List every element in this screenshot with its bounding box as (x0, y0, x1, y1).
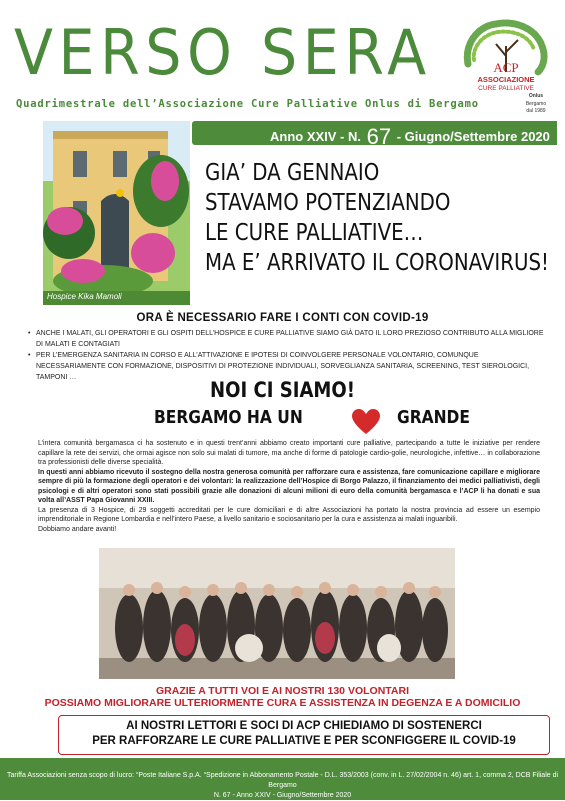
issue-suffix: - Giugno/Settembre 2020 (396, 129, 550, 144)
hospice-photo (43, 121, 190, 305)
headline-line: LE CURE PALLIATIVE… (205, 220, 424, 246)
thanks-line: POSSIAMO MIGLIORARE ULTERIORMENTE CURA E ASSISTENZA IN DEGENZA E A DOMICILIO (44, 697, 521, 709)
headline-line: MA E’ ARRIVATO IL CORONAVIRUS! (205, 250, 549, 276)
main-headline (205, 158, 549, 278)
photo-caption: Hospice Kika Mamoli (47, 292, 122, 301)
bergamo-heart-row (0, 407, 565, 435)
logo-since: dal 1989 (526, 108, 546, 114)
body-paragraph: In questi anni abbiamo ricevuto il sostegno della nostra generosa comunità per rafforzare cura e assistenza, fare comunicazione capillare e migliorare sempre di più la formazione degli operatori e dei volontari: la realizzazione dell’Hospice di Borgo Palazzo, il finanziamento dei medici palliativisti, degli psicologi e di altri operatori sono stati possibili grazie alle donazioni di alcuni milioni di euro della comunità bergamasca e l’ACP li ha donati e sua volta all’ASST Papa Giovanni XXIII. (38, 468, 540, 504)
logo-acp: ACP (493, 60, 519, 75)
logo-line3: Onlus (528, 93, 544, 99)
noi-ci-siamo-heading: NOI CI SIAMO! (209, 378, 355, 402)
body-paragraph: L’intera comunità bergamasca ci ha sostenuto e in questi trent’anni abbiamo creato importanti cure palliative, partecipando a tutte le iniziative per rendere capillare la rete dei servizi, che ormai agisce non solo sui malati di tumore, ma anche di forme di patologie cardio-golie, neurologiche, infettive… in collaborazione tra professionisti delle diverse specialità. (38, 440, 540, 466)
logo-city: Bergamo (525, 101, 547, 107)
covid-subhead: ORA È NECESSARIO FARE I CONTI CON COVID-19 (136, 312, 429, 324)
footer-line: Tariffa Associazioni senza scopo di lucro: “Poste Italiane S.p.A. “Spedizione in Abbonamento Postale - D.L. 353/2003 (conv. in L. 27/02/2004 n. 46) art. 1, comma 2, DCB Filiale di Bergamo (6, 772, 559, 789)
acp-logo (458, 16, 554, 116)
headline-line: STAVAMO POTENZIANDO (205, 190, 451, 216)
logo-line2: CURE PALLIATIVE (478, 85, 534, 92)
headline-line: GIA’ DA GENNAIO (205, 160, 380, 186)
volunteers-group-photo (99, 548, 455, 679)
thanks-line: GRAZIE A TUTTI VOI E AI NOSTRI 130 VOLONTARI (156, 685, 409, 697)
article-body (38, 439, 540, 534)
body-paragraph: La presenza di 3 Hospice, di 29 soggetti accreditati per le cure domiciliari e di altre Associazioni ha portato la nostra provincia ad essere un esempio imprenditoriale in Regione Lombardia e nell’intero Paese, a livello sanitario e sociosanitario per la cura e assistenza ai malati inguaribili. (38, 506, 540, 523)
body-paragraph: Dobbiamo andare avanti! (38, 525, 117, 533)
bergamo-right-text: GRANDE (397, 407, 470, 428)
issue-prefix: Anno XXIV - N. (270, 129, 361, 144)
support-banner-text (58, 719, 550, 749)
footer-text (0, 771, 565, 801)
banner-line: PER RAFFORZARE LE CURE PALLIATIVE E PER SCONFIGGERE IL COVID-19 (92, 735, 516, 747)
bullet-list (28, 328, 548, 383)
masthead-subtitle: Quadrimestrale dell’Associazione Cure Palliative Onlus di Bergamo (16, 98, 479, 110)
issue-number: 67 (366, 124, 392, 149)
bergamo-left-text: BERGAMO HA UN (154, 407, 303, 428)
bullet-item: • ANCHE I MALATI, GLI OPERATORI E GLI OSPITI DELL’HOSPICE E CURE PALLIATIVE SIAMO GIÀ DATO IL LORO PREZIOSO CONTRIBUTO ALLA MIGLIORE DI MALATI E CONTAGIATI (28, 328, 548, 350)
heart-icon (352, 409, 380, 435)
logo-line1: ASSOCIAZIONE (477, 75, 535, 84)
issue-info (270, 124, 550, 150)
footer-line: N. 67 - Anno XXIV - Giugno/Settembre 2020 (213, 792, 352, 799)
thanks-message (0, 685, 565, 709)
masthead-title: VERSO SERA (14, 16, 432, 89)
bullet-item: • PER L’EMERGENZA SANITARIA IN CORSO E ALL’ATTIVAZIONE E IPOTESI DI COINVOLGERE PERSONALE VOLONTARIO, COMUNQUE NECESSARIAMENTE CON FORMAZIONE, DISPOSITIVI DI PROTEZIONE INDIVIDUALI, SORVEGLIANZA SANITARIA, SCREENING, TEST SIEROLOGICI, TAMPONI … (28, 350, 548, 383)
banner-line: AI NOSTRI LETTORI E SOCI DI ACP CHIEDIAMO DI SOSTENERCI (126, 720, 482, 732)
